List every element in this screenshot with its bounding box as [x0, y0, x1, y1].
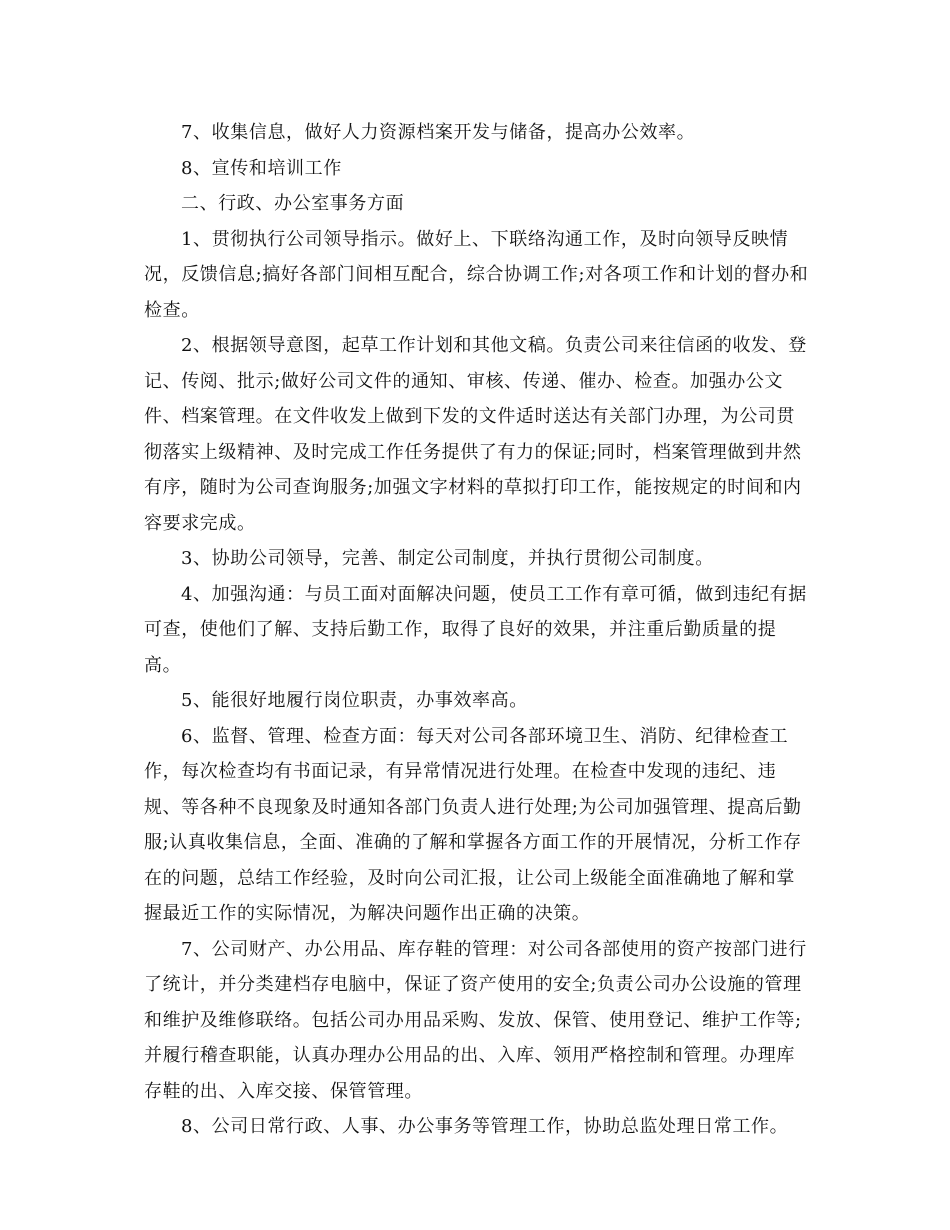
- paragraph-4: 1、贯彻执行公司领导指示。做好上、下联络沟通工作，及时向领导反映情况，反馈信息;搞好各部门间相互配合，综合协调工作;对各项工作和计划的督办和检查。: [144, 228, 809, 321]
- paragraph-8: 5、能很好地履行岗位职责，办事效率高。: [181, 690, 528, 711]
- paragraph-2: 8、宣传和培训工作: [181, 157, 342, 179]
- paragraph-7: 4、加强沟通：与员工面对面解决问题，使员工工作有章可循，做到违纪有据可查，使他们了解、支持后勤工作，取得了良好的效果，并注重后勤质量的提高。: [144, 583, 807, 676]
- paragraph-6: 3、协助公司领导，完善、制定公司制度，并执行贯彻公司制度。: [181, 548, 714, 569]
- paragraph-11: 8、公司日常行政、人事、办公事务等管理工作，协助总监处理日常工作。: [181, 1116, 789, 1137]
- paragraph-5: 2、根据领导意图，起草工作计划和其他文稿。负责公司来往信函的收发、登记、传阅、批示;做好公司文件的通知、审核、传递、催办、检查。加强办公文件、档案管理。在文件收发上做到下发的文件适时送达有关部门办理，为公司贯彻落实上级精神、及时完成工作任务提供了有力的保证;同时，档案管理做到井然有序，随时为公司查询服务;加强文字材料的草拟打印工作，能按规定的时间和内容要求完成。: [144, 335, 807, 534]
- document-body: [144, 115, 810, 1145]
- paragraph-1: 7、收集信息，做好人力资源档案开发与储备，提高办公效率。: [181, 122, 696, 143]
- section-heading: 二、行政、办公室事务方面: [181, 193, 405, 214]
- paragraph-9: 6、监督、管理、检查方面：每天对公司各部环境卫生、消防、纪律检查工作，每次检查均有书面记录，有异常情况进行处理。在检查中发现的违纪、违规、等各种不良现象及时通知各部门负责人进行处理;为公司加强管理、提高后勤服;认真收集信息，全面、准确的了解和掌握各方面工作的开展情况，分析工作存在的问题，总结工作经验，及时向公司汇报，让公司上级能全面准确地了解和掌握最近工作的实际情况，为解决问题作出正确的决策。: [144, 725, 802, 924]
- paragraph-10: 7、公司财产、办公用品、库存鞋的管理：对公司各部使用的资产按部门进行了统计，并分类建档存电脑中，保证了资产使用的安全;负责公司办公设施的管理和维护及维修联络。包括公司办用品采购、发放、保管、使用登记、维护工作等;并履行稽查职能，认真办理办公用品的出、入库、领用严格控制和管理。办理库存鞋的出、入库交接、保管管理。: [144, 938, 807, 1102]
